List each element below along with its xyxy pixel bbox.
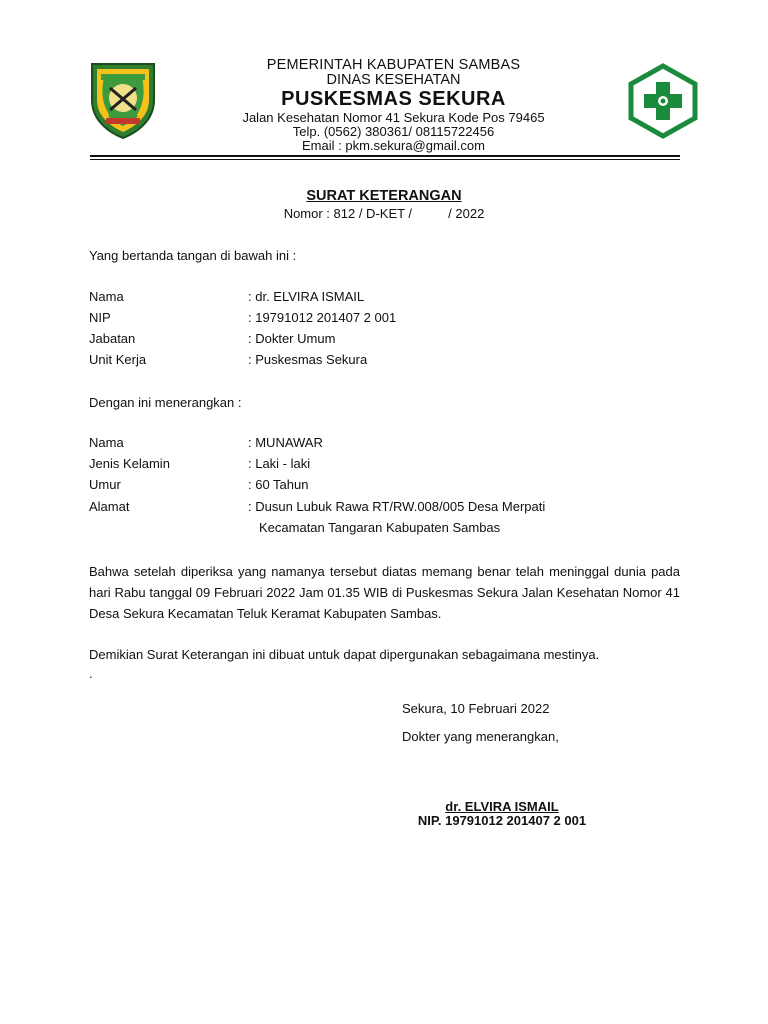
subject-value-gender: : Laki - laki — [248, 456, 311, 471]
letter-number: Nomor : 812 / D-KET / / 2022 — [283, 206, 485, 221]
header-phone: Telp. (0562) 380361/ 08115722456 — [292, 124, 495, 139]
header-department: DINAS KESEHATAN — [326, 72, 461, 88]
place-date: Sekura, 10 Februari 2022 — [402, 701, 550, 716]
trailing-dot: . — [89, 666, 93, 681]
subject-label-age: Umur — [89, 477, 121, 492]
states-text: Dengan ini menerangkan : — [89, 395, 242, 410]
closing-text: Demikian Surat Keterangan ini dibuat untuk dapat dipergunakan sebagaimana mestinya. — [89, 647, 600, 662]
kabupaten-sambas-emblem-icon — [86, 60, 160, 140]
subject-value-age: : 60 Tahun — [248, 477, 309, 492]
subject-value-address: : Dusun Lubuk Rawa RT/RW.008/005 Desa Merpati — [248, 499, 546, 514]
body-paragraph: Bahwa setelah diperiksa yang namanya tersebut diatas memang benar telah meninggal dunia pada hari Rabu tanggal 09 Februari 2022 Jam 01.35 WIB di Puskesmas Sekura Jalan Kesehatan Nomor 41 Desa Sekura Kecamatan Teluk Keramat Kabupaten Sambas. — [89, 564, 680, 621]
subject-label-address: Alamat — [89, 499, 130, 514]
header-divider-thin — [90, 159, 680, 160]
signer-label-position: Jabatan — [89, 331, 136, 346]
signer-value-unit: : Puskesmas Sekura — [248, 352, 368, 367]
header-government: PEMERINTAH KABUPATEN SAMBAS — [266, 57, 521, 73]
signer-label-name: Nama — [89, 289, 124, 304]
signer-role: Dokter yang menerangkan, — [402, 729, 559, 744]
signer-value-name: : dr. ELVIRA ISMAIL — [248, 289, 365, 304]
puskesmas-cross-logo-icon — [625, 63, 701, 139]
intro-text: Yang bertanda tangan di bawah ini : — [89, 248, 297, 263]
header-institution: PUSKESMAS SEKURA — [281, 88, 506, 110]
signer-label-nip: NIP — [89, 310, 111, 325]
subject-value-name: : MUNAWAR — [248, 435, 323, 450]
signer-value-position: : Dokter Umum — [248, 331, 336, 346]
signer-name: dr. ELVIRA ISMAIL — [445, 799, 559, 814]
signer-label-unit: Unit Kerja — [89, 352, 147, 367]
subject-label-name: Nama — [89, 435, 124, 450]
signer-nip: NIP. 19791012 201407 2 001 — [417, 813, 587, 828]
header-address: Jalan Kesehatan Nomor 41 Sekura Kode Pos 79465 — [242, 110, 545, 125]
subject-address-continuation: Kecamatan Tangaran Kabupaten Sambas — [259, 520, 501, 535]
letter-title: SURAT KETERANGAN — [306, 188, 462, 204]
header-divider-thick — [90, 155, 680, 157]
subject-label-gender: Jenis Kelamin — [89, 456, 170, 471]
signer-value-nip: : 19791012 201407 2 001 — [248, 310, 397, 325]
header-email: Email : pkm.sekura@gmail.com — [302, 138, 485, 153]
